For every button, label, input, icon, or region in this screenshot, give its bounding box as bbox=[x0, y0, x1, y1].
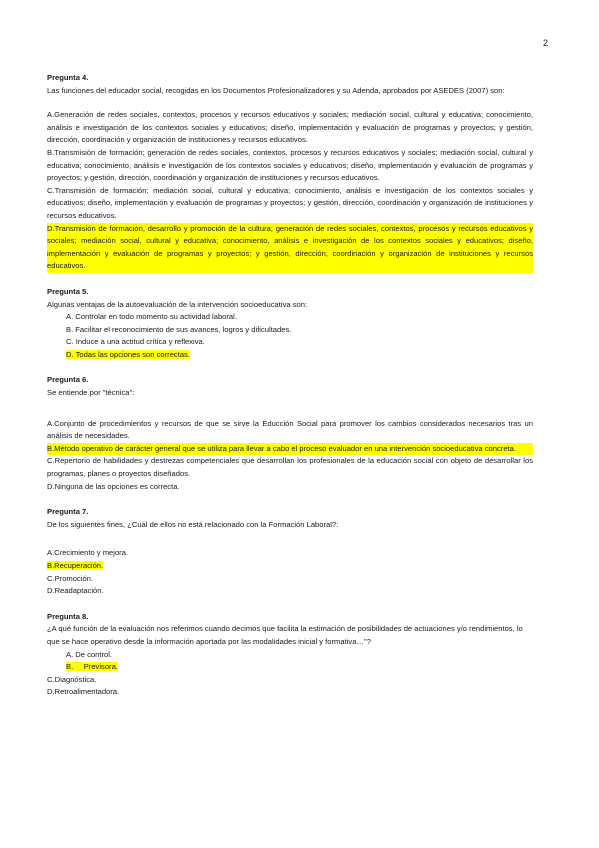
options-list bbox=[47, 547, 533, 597]
option-d: D.Readaptación. bbox=[47, 586, 104, 596]
option-a: A. Controlar en todo momento su actividad laboral. bbox=[66, 312, 237, 322]
options-list bbox=[47, 311, 533, 361]
option-c: C.Diagnóstica. bbox=[47, 674, 97, 684]
question-4 bbox=[47, 72, 533, 273]
question-title: Pregunta 4. bbox=[47, 73, 89, 82]
option-a: A.Crecimiento y mejora. bbox=[47, 548, 129, 558]
option-b-wrap bbox=[47, 560, 533, 573]
option-a: A.Generación de redes sociales, contextos, procesos y recursos educativos y sociales; mediación social, cultural y educativa; conocimiento, análisis e investigación de los contextos sociales y educativos; diseño, implementación y evaluación de programas y proyectos; y gestión, dirección, coordinación y organización de instituciones y recursos educativos. bbox=[47, 110, 533, 145]
option-b: B.Transmisión de formación; generación de redes sociales, contextos, procesos y recursos educativos y sociales; mediación social, cultural y educativa; conocimiento, análisis e investigación de los contextos sociales y educativos; diseño, implementación y evaluación de programas y proyectos; y gestión, dirección, coordinación y organización de instituciones y recursos educativos. bbox=[47, 147, 533, 183]
option-c: C.Transmisión de formación; mediación social, cultural y educativa; conocimiento, análisis e investigación de los contextos sociales y educativos; diseño, implementación y evaluación de programas y proyectos; y gestión, dirección, coordinación y organización de instituciones y recursos educativos. bbox=[47, 185, 533, 220]
question-text: Se entiende por "técnica": bbox=[47, 388, 135, 398]
question-text: ¿A qué función de la evaluación nos referimos cuando decimos que facilita la estimación de posibilidades de actuaciones y/o rendimientos, lo que se hace operativo desde la información aportada por las modalidades inicial y formativa…"? bbox=[47, 624, 523, 646]
question-title: Pregunta 5. bbox=[47, 286, 89, 296]
option-b-wrap bbox=[47, 661, 533, 674]
option-c: C. Induce a una actitud crítica y reflexiva. bbox=[66, 337, 205, 347]
question-title: Pregunta 8. bbox=[47, 611, 89, 621]
options-list bbox=[47, 109, 533, 273]
question-6 bbox=[47, 374, 533, 493]
option-d: D.Ninguna de las opciones es correcta. bbox=[47, 481, 180, 491]
option-b-highlighted: B. Previsora. bbox=[66, 662, 118, 672]
option-d: D.Retroalimentadora. bbox=[47, 687, 120, 697]
option-b-highlighted: B.Recuperación. bbox=[47, 561, 104, 570]
option-a: A. De control. bbox=[66, 649, 113, 659]
question-7 bbox=[47, 506, 533, 598]
option-b-highlighted: B.Método operativo de carácter general que se utiliza para llevar a cabo el proceso evaluador en una intervención socioeducativa concreta. bbox=[47, 443, 533, 456]
document-body bbox=[47, 72, 533, 712]
option-d-highlighted: D.Transmisión de formación, desarrollo y promoción de la cultura; generación de redes sociales, contextos, procesos y recursos educativos y sociales; mediación social, cultural y educativa; conocimiento, análisis e investigación de los contextos sociales y educativos; diseño, implementación y evaluación de programas y proyectos; y gestión, dirección, coordinación y organización de instituciones y recursos educativos. bbox=[47, 223, 533, 273]
option-a: A.Conjunto de procedimientos y recursos de que se sirve la Educción Social para promover los cambios considerados necesarios tras un análisis de necesidades. bbox=[47, 418, 533, 441]
option-c: C.Promoción. bbox=[47, 573, 94, 583]
question-8 bbox=[47, 611, 533, 699]
question-title: Pregunta 6. bbox=[47, 375, 89, 385]
question-title: Pregunta 7. bbox=[47, 507, 89, 517]
option-b: B. Facilitar el reconocimiento de sus avances, logros y dificultades. bbox=[66, 324, 292, 334]
question-5 bbox=[47, 286, 533, 362]
question-text: Algunas ventajas de la autoevaluación de la intervención socioeducativa son: bbox=[47, 299, 308, 309]
page-number: 2 bbox=[543, 38, 549, 48]
option-d-highlighted: D. Todas las opciones son correctas. bbox=[66, 349, 190, 359]
option-d-wrap bbox=[47, 349, 533, 362]
question-text: De los siguientes fines, ¿Cuál de ellos no está relacionado con la Formación Laboral?: bbox=[47, 519, 339, 529]
options-list bbox=[47, 418, 533, 494]
question-text: Las funciones del educador social, recogidas en los Documentos Profesionalizadores y su Adenda, aprobados por ASEDES (2007) son: bbox=[47, 85, 505, 95]
options-list bbox=[47, 649, 533, 699]
option-c: C.Repertorio de habilidades y destrezas competenciales que desarrollan los profesionales de la educación social con objeto de desarrollar los programas, planes o proyectos diseñados. bbox=[47, 456, 533, 479]
